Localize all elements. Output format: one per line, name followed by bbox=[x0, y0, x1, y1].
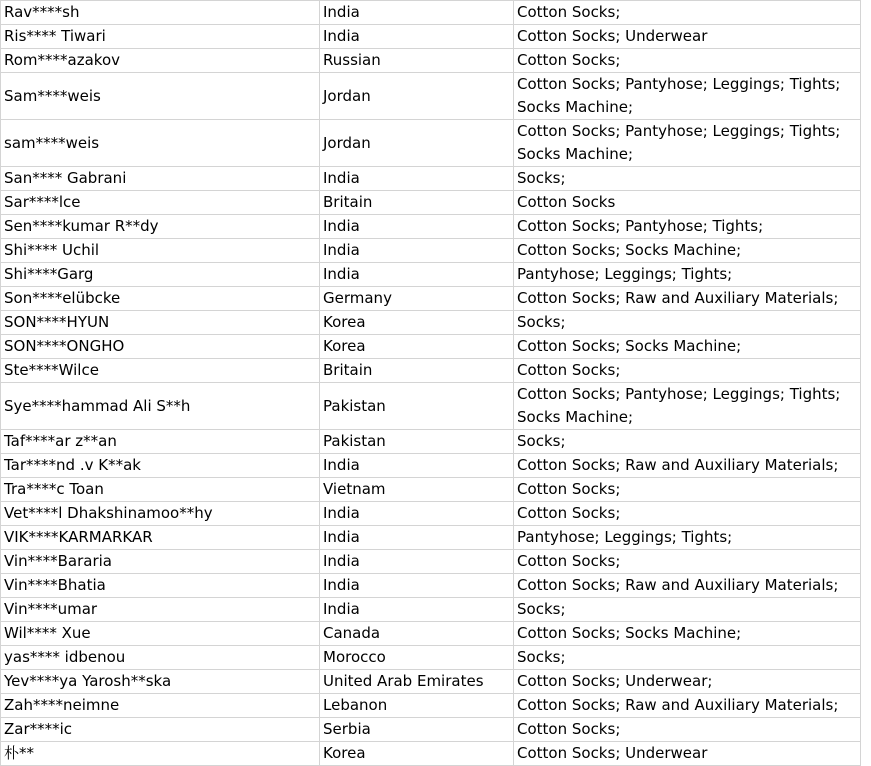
name-cell[interactable]: Shi****Garg bbox=[1, 263, 320, 287]
country-cell[interactable]: Korea bbox=[320, 742, 514, 766]
products-cell[interactable]: Socks; bbox=[514, 311, 861, 335]
name-cell[interactable]: Rav****sh bbox=[1, 1, 320, 25]
table-row bbox=[1, 49, 861, 73]
country-cell[interactable]: India bbox=[320, 502, 514, 526]
name-cell[interactable]: Rom****azakov bbox=[1, 49, 320, 73]
table-row bbox=[1, 120, 861, 167]
country-cell[interactable]: Jordan bbox=[320, 73, 514, 120]
country-cell[interactable]: Britain bbox=[320, 359, 514, 383]
table-row bbox=[1, 73, 861, 120]
products-cell[interactable]: Cotton Socks; Socks Machine; bbox=[514, 622, 861, 646]
table-row bbox=[1, 646, 861, 670]
table-row bbox=[1, 550, 861, 574]
table-row bbox=[1, 263, 861, 287]
name-cell[interactable]: 朴** bbox=[1, 742, 320, 766]
table-row bbox=[1, 25, 861, 49]
products-cell[interactable]: Socks; bbox=[514, 646, 861, 670]
products-cell[interactable]: Cotton Socks; bbox=[514, 718, 861, 742]
table-row bbox=[1, 502, 861, 526]
table-row bbox=[1, 454, 861, 478]
name-cell[interactable]: Son****elübcke bbox=[1, 287, 320, 311]
country-cell[interactable]: India bbox=[320, 550, 514, 574]
country-cell[interactable]: Serbia bbox=[320, 718, 514, 742]
name-cell[interactable]: VIK****KARMARKAR bbox=[1, 526, 320, 550]
table-row bbox=[1, 574, 861, 598]
products-cell[interactable]: Cotton Socks; Pantyhose; Leggings; Tights; Socks Machine; bbox=[514, 73, 861, 120]
name-cell[interactable]: Tra****c Toan bbox=[1, 478, 320, 502]
table-row bbox=[1, 526, 861, 550]
products-cell[interactable]: Cotton Socks; bbox=[514, 478, 861, 502]
products-cell[interactable]: Cotton Socks; Pantyhose; Leggings; Tights; Socks Machine; bbox=[514, 120, 861, 167]
name-cell[interactable]: SON****ONGHO bbox=[1, 335, 320, 359]
country-cell[interactable]: United Arab Emirates bbox=[320, 670, 514, 694]
products-cell[interactable]: Cotton Socks; Raw and Auxiliary Materials; bbox=[514, 574, 861, 598]
products-cell[interactable]: Cotton Socks; Raw and Auxiliary Materials; bbox=[514, 694, 861, 718]
country-cell[interactable]: India bbox=[320, 1, 514, 25]
name-cell[interactable]: Shi**** Uchil bbox=[1, 239, 320, 263]
country-cell[interactable]: Vietnam bbox=[320, 478, 514, 502]
name-cell[interactable]: Ste****Wilce bbox=[1, 359, 320, 383]
products-cell[interactable]: Cotton Socks; Pantyhose; Leggings; Tights; Socks Machine; bbox=[514, 383, 861, 430]
table-row bbox=[1, 598, 861, 622]
table-row bbox=[1, 430, 861, 454]
table-row bbox=[1, 622, 861, 646]
name-cell[interactable]: San**** Gabrani bbox=[1, 167, 320, 191]
name-cell[interactable]: Zar****ic bbox=[1, 718, 320, 742]
country-cell[interactable]: India bbox=[320, 526, 514, 550]
table-row bbox=[1, 287, 861, 311]
table-row bbox=[1, 742, 861, 766]
country-cell[interactable]: Germany bbox=[320, 287, 514, 311]
country-cell[interactable]: Korea bbox=[320, 311, 514, 335]
country-cell[interactable]: Jordan bbox=[320, 120, 514, 167]
products-cell[interactable]: Cotton Socks; bbox=[514, 49, 861, 73]
table-row bbox=[1, 383, 861, 430]
products-cell[interactable]: Socks; bbox=[514, 430, 861, 454]
name-cell[interactable]: Sen****kumar R**dy bbox=[1, 215, 320, 239]
products-cell[interactable]: Cotton Socks; Underwear bbox=[514, 742, 861, 766]
name-cell[interactable]: Vin****Bhatia bbox=[1, 574, 320, 598]
country-cell[interactable]: India bbox=[320, 454, 514, 478]
country-cell[interactable]: Russian bbox=[320, 49, 514, 73]
name-cell[interactable]: Vet****l Dhakshinamoo**hy bbox=[1, 502, 320, 526]
country-cell[interactable]: Korea bbox=[320, 335, 514, 359]
products-cell[interactable]: Cotton Socks; bbox=[514, 1, 861, 25]
name-cell[interactable]: Vin****Bararia bbox=[1, 550, 320, 574]
table-row bbox=[1, 191, 861, 215]
products-cell[interactable]: Cotton Socks; Pantyhose; Tights; bbox=[514, 215, 861, 239]
name-cell[interactable]: Vin****umar bbox=[1, 598, 320, 622]
name-cell[interactable]: Sye****hammad Ali S**h bbox=[1, 383, 320, 430]
country-cell[interactable]: India bbox=[320, 239, 514, 263]
products-cell[interactable]: Cotton Socks; Socks Machine; bbox=[514, 335, 861, 359]
country-cell[interactable]: Britain bbox=[320, 191, 514, 215]
products-cell[interactable]: Cotton Socks; bbox=[514, 550, 861, 574]
name-cell[interactable]: yas**** idbenou bbox=[1, 646, 320, 670]
table-row bbox=[1, 478, 861, 502]
products-cell[interactable]: Cotton Socks; Socks Machine; bbox=[514, 239, 861, 263]
table-row bbox=[1, 359, 861, 383]
country-cell[interactable]: India bbox=[320, 215, 514, 239]
name-cell[interactable]: Ris**** Tiwari bbox=[1, 25, 320, 49]
country-cell[interactable]: Lebanon bbox=[320, 694, 514, 718]
products-cell[interactable]: Pantyhose; Leggings; Tights; bbox=[514, 263, 861, 287]
country-cell[interactable]: India bbox=[320, 25, 514, 49]
table-row bbox=[1, 335, 861, 359]
name-cell[interactable]: Zah****neimne bbox=[1, 694, 320, 718]
name-cell[interactable]: Taf****ar z**an bbox=[1, 430, 320, 454]
table-row bbox=[1, 718, 861, 742]
products-cell[interactable]: Cotton Socks; bbox=[514, 502, 861, 526]
country-cell[interactable]: Pakistan bbox=[320, 430, 514, 454]
table-row bbox=[1, 670, 861, 694]
name-cell[interactable]: Sam****weis bbox=[1, 73, 320, 120]
country-cell[interactable]: Morocco bbox=[320, 646, 514, 670]
country-cell[interactable]: Canada bbox=[320, 622, 514, 646]
name-cell[interactable]: sam****weis bbox=[1, 120, 320, 167]
name-cell[interactable]: Sar****lce bbox=[1, 191, 320, 215]
table-row bbox=[1, 694, 861, 718]
name-cell[interactable]: Wil**** Xue bbox=[1, 622, 320, 646]
products-cell[interactable]: Cotton Socks; Raw and Auxiliary Materials; bbox=[514, 454, 861, 478]
table-row bbox=[1, 1, 861, 25]
table-row bbox=[1, 311, 861, 335]
products-cell[interactable]: Cotton Socks; bbox=[514, 359, 861, 383]
name-cell[interactable]: Yev****ya Yarosh**ska bbox=[1, 670, 320, 694]
table-row bbox=[1, 239, 861, 263]
products-cell[interactable]: Cotton Socks; Raw and Auxiliary Materials; bbox=[514, 287, 861, 311]
table-row bbox=[1, 215, 861, 239]
country-cell[interactable]: Pakistan bbox=[320, 383, 514, 430]
country-cell[interactable]: India bbox=[320, 167, 514, 191]
country-cell[interactable]: India bbox=[320, 574, 514, 598]
products-cell[interactable]: Cotton Socks; Underwear; bbox=[514, 670, 861, 694]
country-cell[interactable]: India bbox=[320, 598, 514, 622]
products-cell[interactable]: Pantyhose; Leggings; Tights; bbox=[514, 526, 861, 550]
buyer-table-body bbox=[1, 1, 861, 766]
products-cell[interactable]: Socks; bbox=[514, 598, 861, 622]
name-cell[interactable]: Tar****nd .v K**ak bbox=[1, 454, 320, 478]
country-cell[interactable]: India bbox=[320, 263, 514, 287]
table-row bbox=[1, 167, 861, 191]
products-cell[interactable]: Socks; bbox=[514, 167, 861, 191]
products-cell[interactable]: Cotton Socks; Underwear bbox=[514, 25, 861, 49]
products-cell[interactable]: Cotton Socks bbox=[514, 191, 861, 215]
name-cell[interactable]: SON****HYUN bbox=[1, 311, 320, 335]
